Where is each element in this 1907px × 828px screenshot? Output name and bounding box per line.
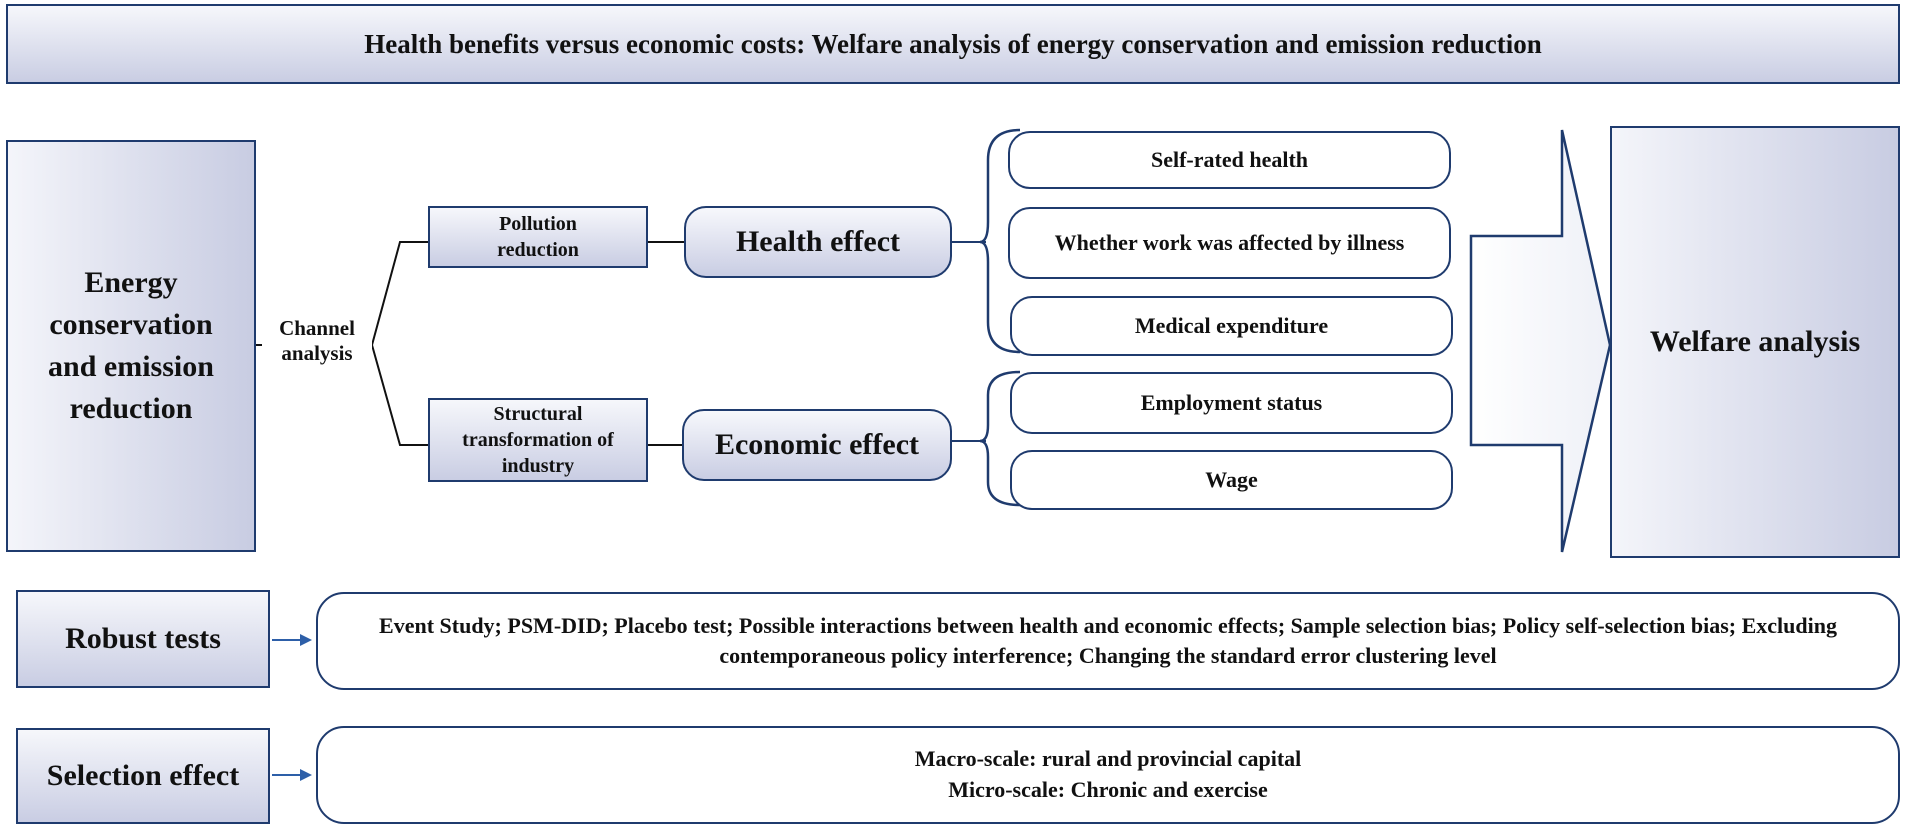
energy-conservation-label: Energy conservation and emission reduction (48, 266, 214, 425)
channel-analysis-label: Channel analysis (262, 316, 372, 366)
structural-transformation-label: Structural transformation of industry (462, 403, 614, 477)
pollution-reduction-box (428, 206, 648, 268)
selection-line-micro: Micro-scale: Chronic and exercise (948, 777, 1268, 802)
outcome-work-affected: Whether work was affected by illness (1008, 207, 1451, 279)
economic-effect-label: Economic effect (714, 428, 920, 461)
branch-lower (372, 345, 428, 445)
outcome-employment-status: Employment status (1010, 372, 1453, 434)
robust-tests-box (16, 590, 270, 688)
energy-conservation-box (6, 140, 256, 552)
welfare-analysis-box (1610, 126, 1900, 558)
robust-tests-content (316, 592, 1900, 690)
outcome-medical-expenditure: Medical expenditure (1010, 296, 1453, 356)
branch-upper (372, 242, 428, 345)
robust-tests-label: Robust tests (65, 622, 221, 655)
health-effect-label: Health effect (735, 225, 901, 258)
robust-tests-text: Event Study; PSM-DID; Placebo test; Possible interactions between health and economic effects; Sample selection bias; Policy self-selection bias; Excluding contemporaneous policy interference; Changing the standard error clustering level (379, 613, 1837, 668)
health-effect-box (684, 206, 952, 278)
diagram-title: Health benefits versus economic costs: Welfare analysis of energy conservation and emission reduction (364, 28, 1542, 59)
welfare-analysis-label: Welfare analysis (1649, 325, 1861, 358)
pollution-reduction-label: Pollution reduction (497, 213, 579, 261)
outcome-wage: Wage (1010, 450, 1453, 510)
outcome-self-rated-health: Self-rated health (1008, 131, 1451, 189)
selection-effect-label: Selection effect (46, 759, 240, 792)
selection-line-macro: Macro-scale: rural and provincial capital (914, 746, 1302, 772)
selection-effect-box (16, 728, 270, 824)
selection-effect-content (316, 726, 1900, 824)
selection-arrow-head (300, 769, 312, 781)
structural-transformation-box (428, 398, 648, 482)
robust-arrow-head (300, 634, 312, 646)
welfare-arrow (1471, 130, 1610, 552)
economic-effect-box (682, 409, 952, 481)
